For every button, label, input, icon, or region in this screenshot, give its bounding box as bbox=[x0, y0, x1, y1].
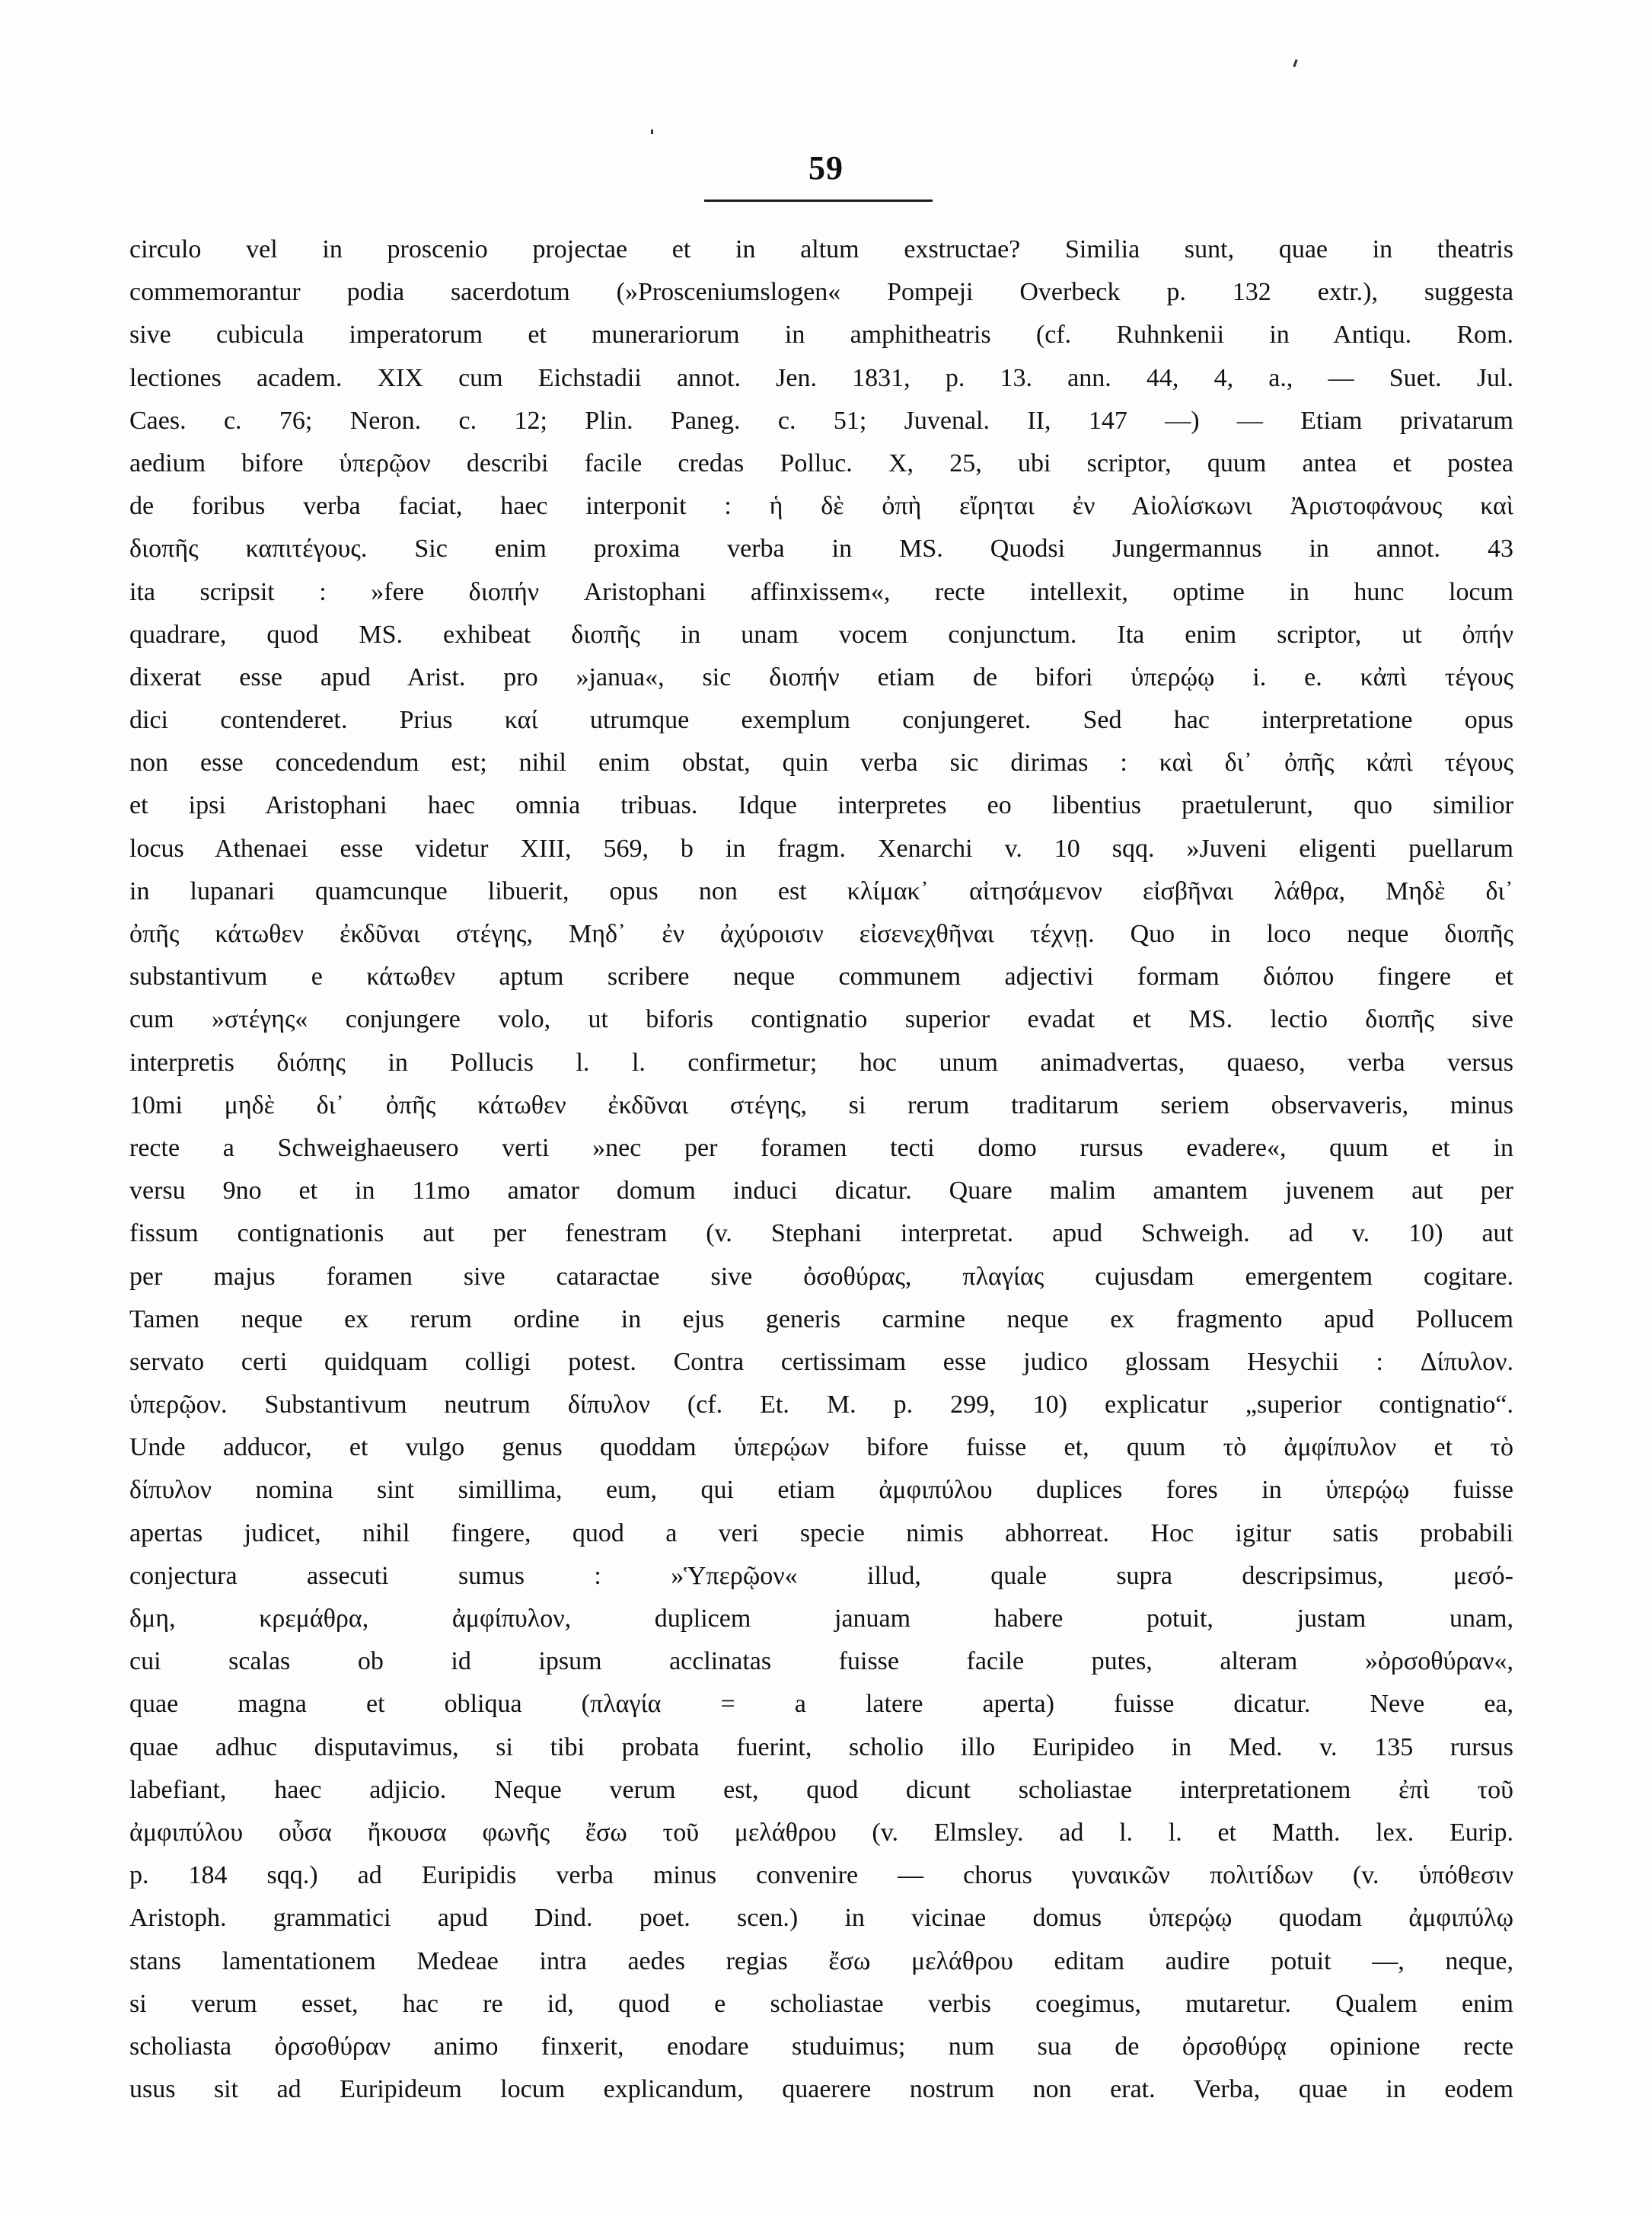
text-line: substantivum e κάτωθεν aptum scribere neque communem adjectivi formam διόπου fingere et bbox=[129, 963, 1513, 991]
text-line: aedium bifore ὑπερῷον describi facile credas Polluc. X, 25, ubi scriptor, quum antea et postea bbox=[129, 449, 1513, 477]
text-line: fissum contignationis aut per fenestram (v. Stephani interpretat. apud Schweigh. ad v. 10) aut bbox=[129, 1219, 1513, 1248]
text-line: quae magna et obliqua (πλαγία = a latere aperta) fuisse dicatur. Neve ea, bbox=[129, 1690, 1513, 1719]
text-line: locus Athenaei esse videtur XIII, 569, b in fragm. Xenarchi v. 10 sqq. »Juveni eligenti puellarum bbox=[129, 834, 1513, 863]
text-line: lectiones academ. XIX cum Eichstadii annot. Jen. 1831, p. 13. ann. 44, 4, a., — Suet. Jul. bbox=[129, 363, 1513, 392]
text-line: cum »στέγης« conjungere volo, ut biforis contignatio superior evadat et MS. lectio διοπῆς sive bbox=[129, 1005, 1513, 1034]
text-line: conjectura assecuti sumus : »Ὑπερῷον« illud, quale supra descripsimus, μεσό- bbox=[129, 1561, 1513, 1590]
text-line: dici contenderet. Prius καί utrumque exemplum conjungeret. Sed hac interpretatione opus bbox=[129, 706, 1513, 735]
text-line: scholiasta ὀρσοθύραν animo finxerit, enodare studuimus; num sua de ὀρσοθύρᾳ opinione recte bbox=[129, 2032, 1513, 2061]
page-number: 59 bbox=[808, 149, 844, 187]
text-line: δίπυλον nomina sint simillima, eum, qui etiam ἀμφιπύλου duplices fores in ὑπερῴῳ fuisse bbox=[129, 1476, 1513, 1505]
text-line: recte a Schweighaeusero verti »nec per foramen tecti domo rursus evadere«, quum et in bbox=[129, 1133, 1513, 1162]
text-line: commemorantur podia sacerdotum (»Prosceniumslogen« Pompeji Overbeck p. 132 extr.), suggesta bbox=[129, 278, 1513, 307]
text-line: in lupanari quamcunque libuerit, opus non est κλίμακ᾽ αἰτησάμενον εἰσβῆναι λάθρα, Μηδὲ δι᾽ bbox=[129, 877, 1513, 905]
text-line: labefiant, haec adjicio. Neque verum est, quod dicunt scholiastae interpretationem ἐπὶ τοῦ bbox=[129, 1775, 1513, 1804]
text-line: quadrare, quod MS. exhibeat διοπῆς in unam vocem conjunctum. Ita enim scriptor, ut ὀπήν bbox=[129, 620, 1513, 649]
text-line: dixerat esse apud Arist. pro »janua«, sic διοπήν etiam de bifori ὑπερῴῳ i. e. κἀπὶ τέγους bbox=[129, 663, 1513, 691]
text-line: non esse concedendum est; nihil enim obstat, quin verba sic dirimas : καὶ δι᾽ ὀπῆς κἀπὶ τέγους bbox=[129, 749, 1513, 778]
text-line: per majus foramen sive cataractae sive ὀσοθύρας, πλαγίας cujusdam emergentem cogitare. bbox=[129, 1262, 1513, 1291]
text-line: si verum esset, hac re id, quod e scholiastae verbis coegimus, mutaretur. Qualem enim bbox=[129, 1989, 1513, 2018]
text-line: interpretis διόπης in Pollucis l. l. confirmetur; hoc unum animadvertas, quaeso, verba versus bbox=[129, 1048, 1513, 1077]
text-line: Caes. c. 76; Neron. c. 12; Plin. Paneg. c. 51; Juvenal. II, 147 —) — Etiam privatarum bbox=[129, 406, 1513, 435]
text-line: quae adhuc disputavimus, si tibi probata fuerint, scholio illo Euripideo in Med. v. 135 rursus bbox=[129, 1732, 1513, 1761]
text-line: de foribus verba faciat, haec interponit : ἡ δὲ ὀπὴ εἴρηται ἐν Αἰολίσκωνι Ἀριστοφάνους καὶ bbox=[129, 492, 1513, 521]
ink-speck bbox=[1293, 59, 1297, 67]
text-line: Unde adducor, et vulgo genus quoddam ὑπερῴων bifore fuisse et, quum τὸ ἀμφίπυλον et τὸ bbox=[129, 1433, 1513, 1462]
header-rule bbox=[704, 200, 933, 202]
text-line: cui scalas ob id ipsum acclinatas fuisse facile putes, alteram »ὀρσοθύραν«, bbox=[129, 1647, 1513, 1676]
text-line: 10mi μηδὲ δι᾽ ὀπῆς κάτωθεν ἐκδῦναι στέγης, si rerum traditarum seriem observaveris, minus bbox=[129, 1090, 1513, 1119]
text-line: servato certi quidquam colligi potest. Contra certissimam esse judico glossam Hesychii : Δίπυλον. bbox=[129, 1347, 1513, 1376]
text-line: ἀμφιπύλου οὖσα ἤκουσα φωνῆς ἔσω τοῦ μελάθρου (v. Elmsley. ad l. l. et Matth. lex. Eurip. bbox=[129, 1818, 1513, 1847]
text-line: sive cubicula imperatorum et munerariorum in amphitheatris (cf. Ruhnkenii in Antiqu. Rom. bbox=[129, 321, 1513, 350]
text-line: ita scripsit : »fere διοπήν Aristophani affinxissem«, recte intellexit, optime in hunc locum bbox=[129, 577, 1513, 606]
text-line: et ipsi Aristophani haec omnia tribuas. Idque interpretes eo libentius praetulerunt, quo similior bbox=[129, 791, 1513, 820]
text-line: stans lamentationem Medeae intra aedes regias ἔσω μελάθρου editam audire potuit —, neque, bbox=[129, 1946, 1513, 1975]
body-text bbox=[129, 228, 1513, 2111]
text-line: p. 184 sqq.) ad Euripidis verba minus convenire — chorus γυναικῶν πολιτίδων (v. ὑπόθεσιν bbox=[129, 1861, 1513, 1890]
ink-speck bbox=[651, 129, 653, 134]
text-line: Tamen neque ex rerum ordine in ejus generis carmine neque ex fragmento apud Pollucem bbox=[129, 1304, 1513, 1333]
text-line: apertas judicet, nihil fingere, quod a veri specie nimis abhorreat. Hoc igitur satis probabili bbox=[129, 1518, 1513, 1547]
text-line: διοπῆς καπιτέγους. Sic enim proxima verba in MS. Quodsi Jungermannus in annot. 43 bbox=[129, 535, 1513, 564]
text-line: ὀπῆς κάτωθεν ἐκδῦναι στέγης, Μηδ᾽ ἐν ἀχύροισιν εἰσενεχθῆναι τέχνῃ. Quo in loco neque διοπῆς bbox=[129, 920, 1513, 948]
text-line: Aristoph. grammatici apud Dind. poet. scen.) in vicinae domus ὑπερῴῳ quodam ἀμφιπύλῳ bbox=[129, 1904, 1513, 1933]
text-line: ὑπερῷον. Substantivum neutrum δίπυλον (cf. Et. M. p. 299, 10) explicatur „superior contignatio“. bbox=[129, 1391, 1513, 1419]
text-line: circulo vel in proscenio projectae et in altum exstructae? Similia sunt, quae in theatris bbox=[129, 235, 1513, 263]
text-line: δμη, κρεμάθρα, ἀμφίπυλον, duplicem januam habere potuit, justam unam, bbox=[129, 1605, 1513, 1633]
text-line: usus sit ad Euripideum locum explicandum, quaerere nostrum non erat. Verba, quae in eodem bbox=[129, 2075, 1513, 2104]
text-line: versu 9no et in 11mo amator domum induci dicatur. Quare malim amantem juvenem aut per bbox=[129, 1177, 1513, 1205]
